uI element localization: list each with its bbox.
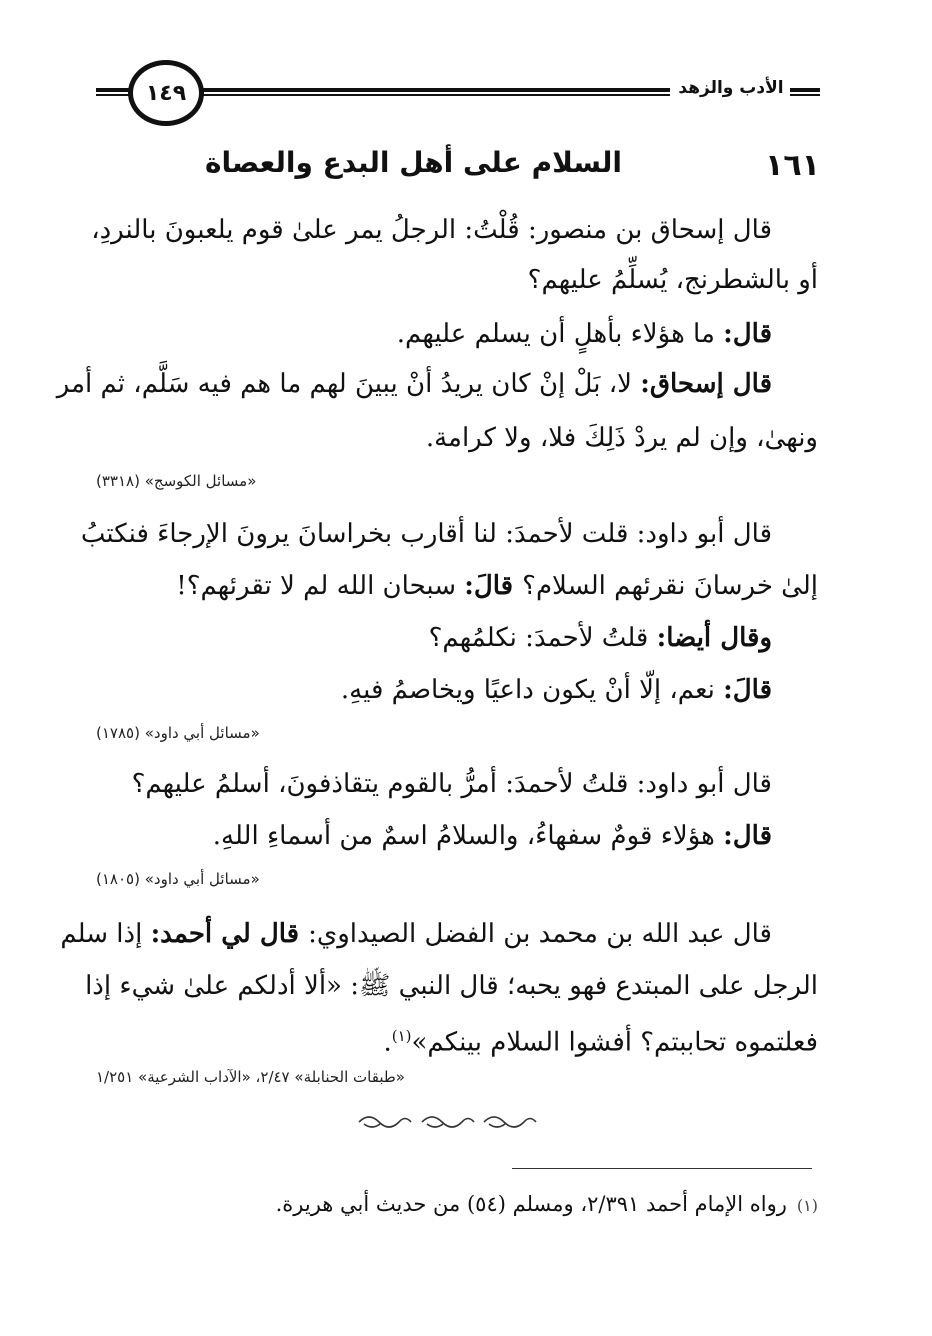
source-citation: «طبقات الحنابلة» ٢/٤٧، «الآداب الشرعية» ١/٢٥١ [96,1068,405,1086]
text-line: قال أبو داود: قلت لأحمدَ: لنا أقارب بخراسانَ يرونَ الإرجاءَ فنكتبُ [80,519,772,549]
text-line: قال أبو داود: قلتُ لأحمدَ: أمرُّ بالقوم يتقاذفونَ، أسلمُ عليهم؟ [131,769,772,799]
footnote-marker: (١) [796,1196,818,1215]
page-number: ١٤٩ [128,60,204,126]
footnote [276,1192,818,1216]
section-number: ١٦١ [765,148,820,183]
text-line: أو بالشطرنج، يُسلِّمُ عليهم؟ [527,265,818,295]
source-citation: «مسائل أبي داود» (١٨٠٥) [96,870,260,888]
text-line: وقال أيضا: قلتُ لأحمدَ: نكلمُهم؟ [428,623,772,653]
source-citation: «مسائل أبي داود» (١٧٨٥) [96,724,260,742]
header-rule-left [96,88,130,98]
text-line: قال إسحاق: لا، بَلْ إنْ كان يريدُ أنْ يبينَ لهم ما هم فيه سَلَّم، ثم أمر [56,369,772,399]
footnote-text: رواه الإمام أحمد ٢/٣٩١، ومسلم (٥٤) من حديث أبي هريرة. [275,1192,787,1216]
ornament-divider [354,1112,544,1132]
footnote-reference[interactable]: (١) [391,1027,412,1045]
header-rule-right [790,88,820,98]
running-title: الأدب والزهد [678,78,784,98]
text-line: قال: هؤلاء قومٌ سفهاءُ، والسلامُ اسمٌ من أسماءِ اللهِ. [212,821,772,851]
footnote-rule [512,1168,812,1169]
text-line: قال إسحاق بن منصور: قُلْتُ: الرجلُ يمر علىٰ قوم يلعبونَ بالنردِ، [91,215,772,245]
text-line: فعلتموه تحاببتم؟ أفشوا السلام بينكم»$^{(١)}$. [383,1027,818,1058]
text-line: قال عبد الله بن محمد بن الفضل الصيداوي: قال لي أحمد: إذا سلم [60,919,772,949]
text-line: إلىٰ خرسانَ نقرئهم السلام؟ قالَ: سبحان الله لم لا تقرئهم؟! [176,571,818,601]
text-line: ونهىٰ، وإن لم يردْ ذَلِكَ فلا، ولا كرامة. [425,423,818,453]
source-citation: «مسائل الكوسج» (٣٣١٨) [96,472,257,490]
text-line: قال: ما هؤلاء بأهلٍ أن يسلم عليهم. [396,319,772,349]
section-title: السلام على أهل البدع والعصاة [204,146,622,179]
text-line: الرجل على المبتدع فهو يحبه؛ قال النبي ﷺ: «ألا أدلكم علىٰ شيء إذا [85,971,818,1001]
header-rule-middle [202,88,670,98]
text-line: قالَ: نعم، إلّا أنْ يكون داعيًا ويخاصمُ فيهِ. [340,675,772,705]
